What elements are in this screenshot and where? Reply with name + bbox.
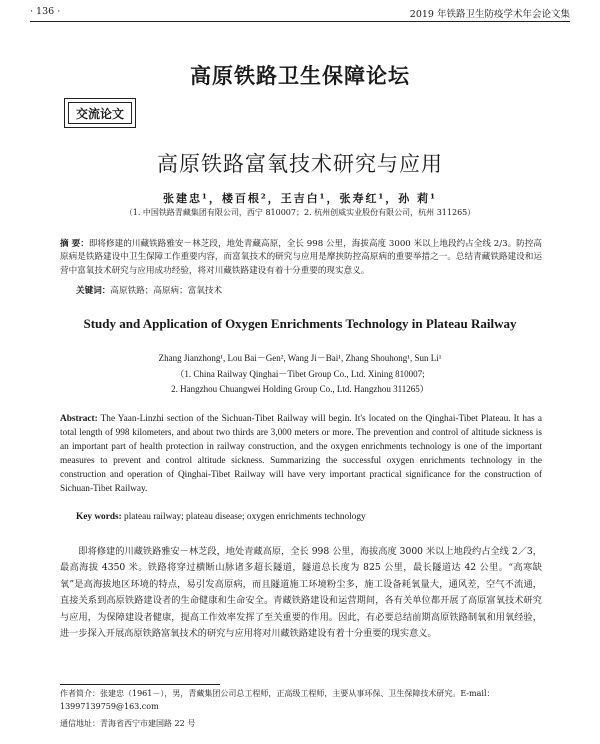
abstract-en-text: The Yaan-Linzhi section of the Sichuan-Tibet Railway will begin. It's located on the Qinghai-Tibet Plateau. It has a total length of 998 kilometers, and about two thirds are 3,000 meters or more. The prevention and control of altitude sickness is an important part of health protection in railway construction, and the oxygen enrichments technology is one of the important measures to prevent and control altitude sickness. Summarizing the successful oxygen enrichments technology in the construction and operation of Qinghai-Tibet Railway will have very important practical significance for the construction of Sichuan-Tibet Railway.	[60, 414, 542, 495]
abstract-cn-label: 摘 要：	[60, 239, 89, 249]
header-rule	[30, 21, 570, 22]
authors-cn: 张建忠¹，楼百根²，王吉白¹，张寿红¹，孙 莉¹	[163, 192, 437, 205]
abstract-cn	[60, 238, 542, 278]
keywords-cn-label: 关键词：	[76, 286, 111, 296]
forum-title: 高原铁路卫生保障论坛	[190, 63, 410, 88]
keywords-en-text: plateau railway; plateau disease; oxygen enrichments technology	[124, 512, 366, 522]
affiliation-cn: （1. 中国铁路青藏集团有限公司，西宁 810007；2. 杭州创威实业股份有限公司，杭州 311265）	[124, 208, 476, 217]
page-number: · 136 ·	[30, 6, 61, 17]
affiliation-en-1: （1. China Railway Qinghai－Tibet Group Co., Ltd. Xining 810007;	[175, 369, 425, 379]
running-header	[30, 6, 570, 20]
paper-title-cn: 高原铁路富氧技术研究与应用	[157, 152, 443, 176]
section-tag: 交流论文	[68, 102, 132, 124]
author-intro-footnote: 作者简介：张建忠（1961－），男，青藏集团公司总工程师，正高级工程师，主要从事环保、卫生保障技术研究。E-mail：13997139759@163.com	[60, 689, 495, 711]
paper-title-en: Study and Application of Oxygen Enrichments Technology in Plateau Railway	[83, 316, 517, 331]
abstract-en	[60, 412, 542, 497]
intro-text: 即将修建的川藏铁路雅安－林芝段，地处青藏高原，全长 998 公里，海拔高度 3000 米以上地段约占全线 2／3，最高海拔 4350 米。铁路将穿过横断山脉诸多超长隧道，隧道总长度为 825 公里，最长隧道达 42 公里。“高寒缺氧”是高海拔地区环境的特点，易引发高原病，而且隧道施工环境粉尘多，施工设备耗氧量大，通风差，空气不流通，直接关系到高原铁路建设者的生命健康和生命安全。青藏铁路建设和运营期间，各有关单位都开展了高原富氧技术研究与应用，为保障建设者健康，提高工作效率发挥了至关重要的作用。因此，有必要总结前期高原铁路制氧和用氧经验，进一步探入开展高原铁路富氧技术的研究与应用将对川藏铁路建设有着十分重要的现实意义。	[60, 546, 542, 640]
authors-en: Zhang Jianzhong¹, Lou Bai－Gen², Wang Ji－Bai¹, Zhang Shouhong¹, Sun Li¹	[158, 353, 442, 363]
abstract-en-label: Abstract:	[60, 414, 98, 424]
keywords-en-label: Key words:	[76, 512, 122, 522]
affiliation-en-2: 2. Hangzhou Chuangwei Holding Group Co., Ltd. Hangzhou 311265）	[171, 384, 429, 394]
journal-title: 2019 年铁路卫生防疫学术年会论文集	[409, 9, 570, 20]
section-tag-box	[64, 98, 136, 128]
footnote-rule	[60, 684, 220, 685]
intro-paragraph	[60, 544, 542, 642]
keywords-cn-text: 高原铁路；高原病；富氧技术	[110, 286, 223, 296]
address-footnote: 通信地址：青海省西宁市建国路 22 号	[60, 719, 196, 728]
keywords-cn	[76, 284, 542, 296]
keywords-en	[76, 512, 542, 522]
abstract-cn-text: 即将修建的川藏铁路雅安－林芝段，地处青藏高原，全长 998 公里，海拔高度 3000 米以上地段约占全线 2/3。防控高原病是铁路建设中卫生保障工作重要内容，而富氧技术的研究与应用是摩挟防控高原病的重要举措之一。总结青藏铁路建设和运营中富氧技术研究与应用成功经验，将对川藏铁路建设有着十分重要的现实意义。	[60, 239, 542, 276]
